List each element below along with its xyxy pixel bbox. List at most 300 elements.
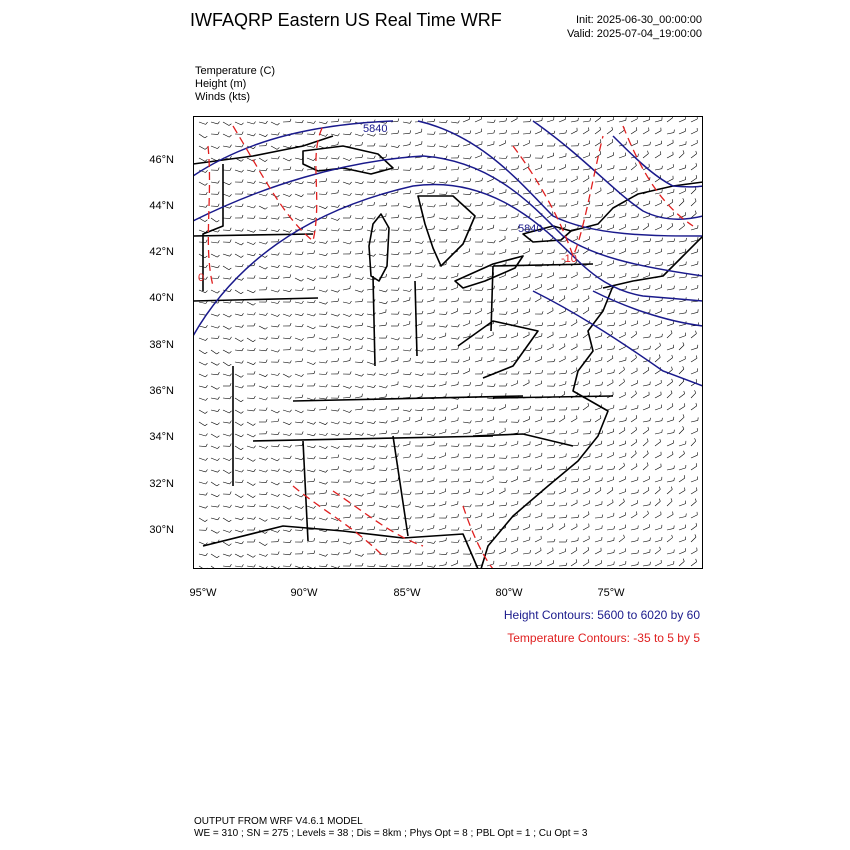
wind-barb-feather: [529, 164, 530, 167]
wind-barb: [223, 278, 230, 279]
wind-barb: [667, 167, 673, 170]
wind-barb: [583, 550, 589, 554]
wind-barb: [619, 382, 625, 386]
wind-barb-feather: [374, 551, 375, 554]
wind-barb: [547, 311, 553, 314]
wind-barb: [523, 553, 530, 554]
wind-barb: [667, 469, 674, 470]
wind-barb: [343, 553, 350, 554]
wind-barb: [235, 542, 242, 544]
wind-barb-feather: [278, 384, 279, 387]
wind-barb: [235, 326, 242, 327]
wind-barb: [487, 144, 494, 146]
wind-barb: [235, 290, 241, 294]
wind-barb-feather: [530, 406, 531, 409]
wind-barb-feather: [398, 346, 399, 349]
wind-barb-feather: [254, 169, 256, 172]
wind-barb-feather: [470, 178, 471, 181]
wind-barb: [487, 360, 494, 362]
wind-barb: [487, 179, 493, 182]
wind-barb-feather: [326, 423, 328, 425]
wind-barb: [667, 215, 673, 218]
wind-barb-feather: [229, 183, 231, 185]
state-line-ia-north: [193, 234, 313, 236]
wind-barb-feather: [638, 286, 639, 289]
wind-barb-feather: [290, 564, 291, 567]
wind-barb-feather: [230, 492, 231, 495]
wind-barb: [247, 554, 253, 557]
wind-barb-feather: [217, 352, 220, 354]
wind-barb: [607, 130, 613, 134]
wind-barb-feather: [302, 539, 303, 542]
wind-barb-feather: [638, 538, 639, 541]
lake-erie: [455, 256, 523, 288]
wind-barb: [655, 515, 661, 518]
wind-barb: [331, 469, 338, 470]
wind-barb: [235, 434, 241, 437]
wind-barb: [307, 314, 314, 316]
wind-barb-feather: [398, 490, 399, 493]
wind-barb-feather: [410, 385, 412, 388]
wind-barb-feather: [289, 495, 291, 497]
wind-barb: [439, 565, 446, 566]
wind-barb: [343, 361, 350, 362]
wind-barb-feather: [374, 180, 375, 183]
wind-barb-feather: [638, 490, 639, 493]
wind-barb-feather: [614, 466, 615, 469]
wind-barb-feather: [614, 310, 615, 313]
wind-barb-feather: [506, 562, 507, 565]
wind-barb: [583, 468, 590, 470]
wind-barb-feather: [230, 530, 232, 532]
wind-barb-feather: [695, 438, 696, 441]
wind-barb-feather: [446, 552, 447, 555]
wind-barb-feather: [253, 496, 255, 498]
wind-barb-feather: [482, 418, 483, 421]
wind-barb-feather: [482, 455, 483, 458]
wind-barb: [319, 458, 326, 459]
wind-barb-feather: [566, 454, 567, 457]
wind-barb-feather: [410, 121, 412, 124]
wind-barb-feather: [350, 265, 352, 268]
wind-barb-feather: [588, 559, 589, 562]
wind-barb-feather: [410, 469, 412, 472]
wind-barb: [391, 254, 398, 255]
wind-barb: [619, 240, 626, 242]
wind-barb-feather: [590, 274, 591, 277]
wind-barb-feather: [554, 322, 555, 325]
wind-barb-feather: [482, 466, 483, 469]
model-info-line1: OUTPUT FROM WRF V4.6.1 MODEL: [194, 816, 363, 827]
wind-barb: [439, 122, 446, 123]
wind-barb-feather: [265, 327, 267, 329]
wind-barb-feather: [230, 216, 231, 219]
wind-barb: [319, 398, 326, 399]
wind-barb-feather: [398, 540, 400, 543]
wind-barb-feather: [434, 565, 436, 568]
wind-barb: [667, 143, 673, 146]
wind-barb: [655, 395, 661, 398]
wind-barb-feather: [578, 478, 579, 481]
wind-barb-feather: [398, 430, 399, 433]
wind-barb: [595, 540, 602, 542]
wind-barb: [319, 422, 326, 425]
wind-barb: [355, 409, 362, 410]
wind-barb-feather: [638, 226, 639, 229]
lon-label-80w: 80°W: [495, 587, 523, 599]
wind-barb: [367, 338, 374, 340]
temperature-contour-legend: Temperature Contours: -35 to 5 by 5: [507, 631, 700, 645]
wind-barb: [643, 385, 650, 386]
wind-barb-feather: [229, 135, 231, 137]
wind-barb-feather: [446, 372, 448, 375]
wind-barb: [643, 541, 650, 542]
wind-barb: [655, 120, 662, 122]
wind-barb: [259, 482, 266, 483]
wind-barb: [595, 385, 602, 386]
wind-barb-feather: [326, 456, 327, 459]
wind-barb: [607, 228, 614, 230]
wind-barb: [667, 528, 674, 530]
wind-barb: [427, 146, 434, 147]
wind-barb: [271, 410, 277, 413]
wind-barb-feather: [338, 566, 340, 568]
wind-barb-feather: [242, 470, 244, 472]
wind-barb: [535, 359, 542, 362]
wind-barb: [691, 455, 697, 458]
wind-barb-feather: [314, 456, 316, 459]
wind-barb: [679, 406, 685, 410]
wind-barb: [667, 118, 673, 122]
wind-barb: [391, 360, 398, 362]
wind-barb: [475, 360, 482, 362]
wind-barb: [259, 458, 266, 460]
wind-barb-feather: [530, 274, 531, 277]
wind-barb-feather: [458, 216, 459, 219]
wind-barb-feather: [362, 155, 363, 158]
wind-barb-feather: [229, 315, 231, 317]
wind-barb-feather: [683, 198, 684, 201]
wind-barb: [691, 131, 697, 134]
wind-barb-feather: [638, 214, 639, 217]
wind-barb-feather: [626, 142, 627, 145]
wind-barb-feather: [254, 396, 255, 399]
wind-barb: [355, 157, 362, 158]
wind-barb: [655, 528, 662, 530]
wind-barb-feather: [398, 180, 399, 183]
wind-barb: [355, 505, 362, 506]
wind-barb: [403, 230, 410, 231]
wind-barb: [571, 371, 577, 375]
wind-barb-feather: [314, 181, 316, 184]
wind-barb: [535, 420, 542, 422]
wind-barb-feather: [350, 144, 351, 147]
wind-barb: [223, 326, 229, 329]
wind-barb-feather: [602, 515, 603, 518]
wind-barb: [235, 230, 242, 231]
wind-barb-feather: [362, 299, 363, 302]
wind-barb-feather: [314, 350, 316, 352]
wind-barb: [535, 373, 542, 374]
wind-barb-feather: [650, 142, 651, 145]
wind-barb: [427, 553, 434, 554]
wind-barb-feather: [314, 217, 316, 219]
wind-barb-feather: [434, 541, 436, 544]
wind-barb-feather: [230, 444, 231, 447]
wind-barb-feather: [482, 251, 483, 254]
wind-barb-feather: [422, 394, 423, 397]
wind-barb-feather: [206, 506, 208, 508]
wind-barb: [199, 314, 206, 315]
wind-barb: [643, 490, 649, 494]
wind-barb: [631, 301, 638, 302]
wind-barb-feather: [674, 310, 675, 313]
wind-barb-feather: [398, 228, 399, 231]
wind-barb: [559, 491, 565, 494]
wind-barb-feather: [326, 518, 328, 520]
wind-barb-feather: [506, 502, 507, 505]
wind-barb: [487, 335, 493, 338]
wind-barb: [679, 119, 685, 122]
wind-barb-feather: [470, 408, 471, 411]
wind-barb: [691, 371, 698, 374]
wind-barb: [271, 422, 278, 423]
wind-barb: [199, 218, 205, 222]
wind-barb: [235, 422, 241, 426]
wind-barb-feather: [218, 122, 220, 124]
wind-barb: [391, 146, 398, 148]
wind-barb: [451, 433, 458, 435]
wind-barb: [607, 373, 614, 374]
height-contours-layer: [193, 121, 703, 386]
wind-barb-feather: [506, 215, 507, 218]
wind-barb-feather: [254, 383, 255, 386]
wind-barb-feather: [541, 548, 542, 551]
wind-barb-feather: [338, 371, 339, 374]
wind-barb: [691, 562, 697, 566]
wind-barb: [427, 338, 434, 340]
wind-barb-feather: [530, 154, 531, 157]
wind-barb: [247, 158, 253, 161]
wind-barb: [427, 278, 434, 279]
wind-barb-feather: [386, 538, 387, 541]
wind-barb-feather: [458, 298, 459, 301]
wind-barb: [451, 493, 458, 494]
wind-barb-feather: [458, 468, 459, 471]
wind-barb: [211, 326, 218, 328]
wind-barb-feather: [242, 325, 244, 328]
wind-barb-feather: [624, 379, 625, 382]
wind-barb: [523, 277, 530, 279]
wind-barb-feather: [314, 287, 315, 290]
wind-barb-feather: [326, 384, 328, 387]
wind-barb: [655, 357, 660, 362]
wind-barb-feather: [434, 119, 435, 122]
wind-barb-feather: [554, 539, 555, 542]
wind-barb-feather: [278, 373, 280, 375]
wind-barb-feather: [446, 538, 447, 541]
wind-barb-feather: [566, 503, 567, 506]
wind-barb: [319, 302, 326, 304]
wind-barb: [571, 169, 578, 170]
wind-barb: [655, 408, 662, 410]
wind-barb-feather: [254, 371, 255, 374]
wind-barb: [619, 265, 626, 266]
wind-barb: [283, 518, 290, 519]
wind-barb: [679, 265, 686, 266]
wind-barb: [607, 490, 613, 494]
wind-barb-feather: [662, 430, 663, 433]
wind-barb: [511, 383, 518, 386]
wind-barb-feather: [290, 385, 292, 388]
wind-barb-feather: [302, 469, 304, 472]
wind-barb: [271, 386, 278, 387]
wind-barb: [391, 566, 398, 567]
wind-barb: [475, 527, 482, 530]
wind-barb: [571, 562, 577, 566]
wind-barb-feather: [254, 527, 255, 530]
wind-barb: [499, 541, 506, 542]
wind-barb: [259, 206, 265, 209]
wind-barb: [679, 144, 686, 146]
wind-barb-feather: [624, 463, 625, 466]
wind-barb: [307, 122, 314, 123]
wind-barb-feather: [301, 495, 303, 497]
wind-barb: [439, 492, 446, 495]
wind-barb-feather: [446, 394, 447, 397]
wind-barb-feather: [206, 470, 208, 472]
wind-barb-feather: [206, 434, 208, 436]
wind-barb-feather: [265, 207, 267, 209]
wind-barb: [679, 429, 684, 434]
wind-barb-feather: [386, 456, 387, 459]
wind-barb-feather: [386, 518, 388, 520]
wind-barb: [367, 374, 374, 375]
wind-barb-feather: [458, 121, 460, 124]
wind-barb: [283, 434, 290, 436]
wind-barb: [559, 552, 566, 555]
wind-barb: [427, 445, 434, 446]
wind-barb-feather: [674, 478, 675, 481]
wind-barb-feather: [205, 412, 207, 414]
wind-barb: [355, 422, 362, 424]
wind-barb-feather: [241, 123, 243, 125]
wind-barb-feather: [242, 564, 244, 567]
wind-barb-feather: [542, 155, 543, 158]
wind-barb-feather: [218, 447, 220, 449]
lat-label-40n: 40°N: [149, 292, 174, 304]
wind-barb: [355, 338, 362, 340]
wind-barb: [307, 446, 314, 448]
wind-barb-feather: [446, 145, 448, 148]
wind-barb-feather: [206, 265, 208, 268]
wind-barb-feather: [314, 517, 316, 520]
wind-barb-feather: [458, 324, 460, 327]
wind-barb: [571, 179, 577, 182]
wind-barb: [295, 422, 302, 423]
wind-barb: [283, 266, 290, 268]
wind-barb: [631, 394, 637, 398]
wind-barb: [619, 251, 626, 254]
wind-barb: [259, 134, 266, 137]
wind-barb: [547, 192, 554, 194]
wind-barb-feather: [242, 191, 243, 194]
wind-barb-feather: [458, 190, 459, 193]
wind-barb: [295, 170, 302, 171]
wind-barb: [403, 290, 410, 292]
wind-barb-feather: [434, 144, 435, 147]
wind-barb-feather: [614, 322, 615, 325]
wind-barb: [439, 278, 446, 279]
wind-barb: [595, 480, 602, 482]
wind-barb-feather: [230, 194, 232, 196]
wind-barb: [571, 359, 577, 362]
wind-barb: [607, 444, 614, 446]
wind-barb-feather: [672, 379, 673, 382]
wind-barb: [535, 456, 542, 458]
wind-barb-feather: [278, 336, 279, 339]
wind-barb-feather: [350, 301, 352, 304]
wind-barb-feather: [650, 334, 651, 337]
wind-barb: [583, 250, 589, 254]
wind-barb-feather: [314, 538, 315, 541]
wind-barb: [547, 505, 554, 506]
wind-barb: [271, 326, 278, 327]
wind-barb: [331, 253, 338, 254]
wind-barb-feather: [446, 407, 447, 410]
height-contour-label-1: 5840: [363, 123, 388, 135]
lat-label-36n: 36°N: [149, 385, 174, 397]
wind-barb-feather: [386, 394, 387, 397]
wind-barb: [619, 313, 626, 314]
wind-barb-feather: [278, 359, 279, 362]
wind-barb: [463, 385, 470, 386]
wind-barb-feather: [374, 458, 376, 460]
wind-barb: [595, 264, 602, 266]
wind-barb: [667, 515, 673, 519]
wind-barb: [583, 491, 589, 494]
wind-barb-feather: [578, 118, 579, 121]
wind-barb: [451, 276, 458, 278]
wind-barb-feather: [350, 494, 352, 496]
wind-barb-feather: [602, 526, 603, 529]
wind-barb: [283, 230, 290, 232]
wind-barb: [343, 158, 350, 161]
wind-barb-feather: [254, 312, 256, 315]
wind-barb-feather: [326, 312, 327, 315]
wind-barb-feather: [290, 480, 291, 483]
wind-barb: [307, 326, 313, 329]
wind-barb-feather: [398, 564, 399, 567]
wind-barb-feather: [422, 349, 424, 352]
wind-barb: [607, 168, 614, 170]
height-contour-6: [613, 136, 703, 187]
wind-barb: [583, 178, 589, 182]
wind-barb-feather: [518, 155, 519, 158]
wind-barb: [523, 419, 530, 422]
wind-barb-feather: [218, 517, 220, 520]
wind-barb-feather: [624, 427, 625, 430]
wind-barb-feather: [254, 216, 255, 219]
wind-barb: [415, 144, 422, 146]
wind-barb: [199, 338, 206, 341]
wind-barb-feather: [600, 151, 601, 154]
wind-barb-feather: [254, 446, 256, 448]
wind-barb: [439, 554, 446, 555]
wind-barb-feather: [434, 181, 436, 184]
wind-barb: [487, 228, 494, 230]
lat-label-30n: 30°N: [149, 524, 174, 536]
